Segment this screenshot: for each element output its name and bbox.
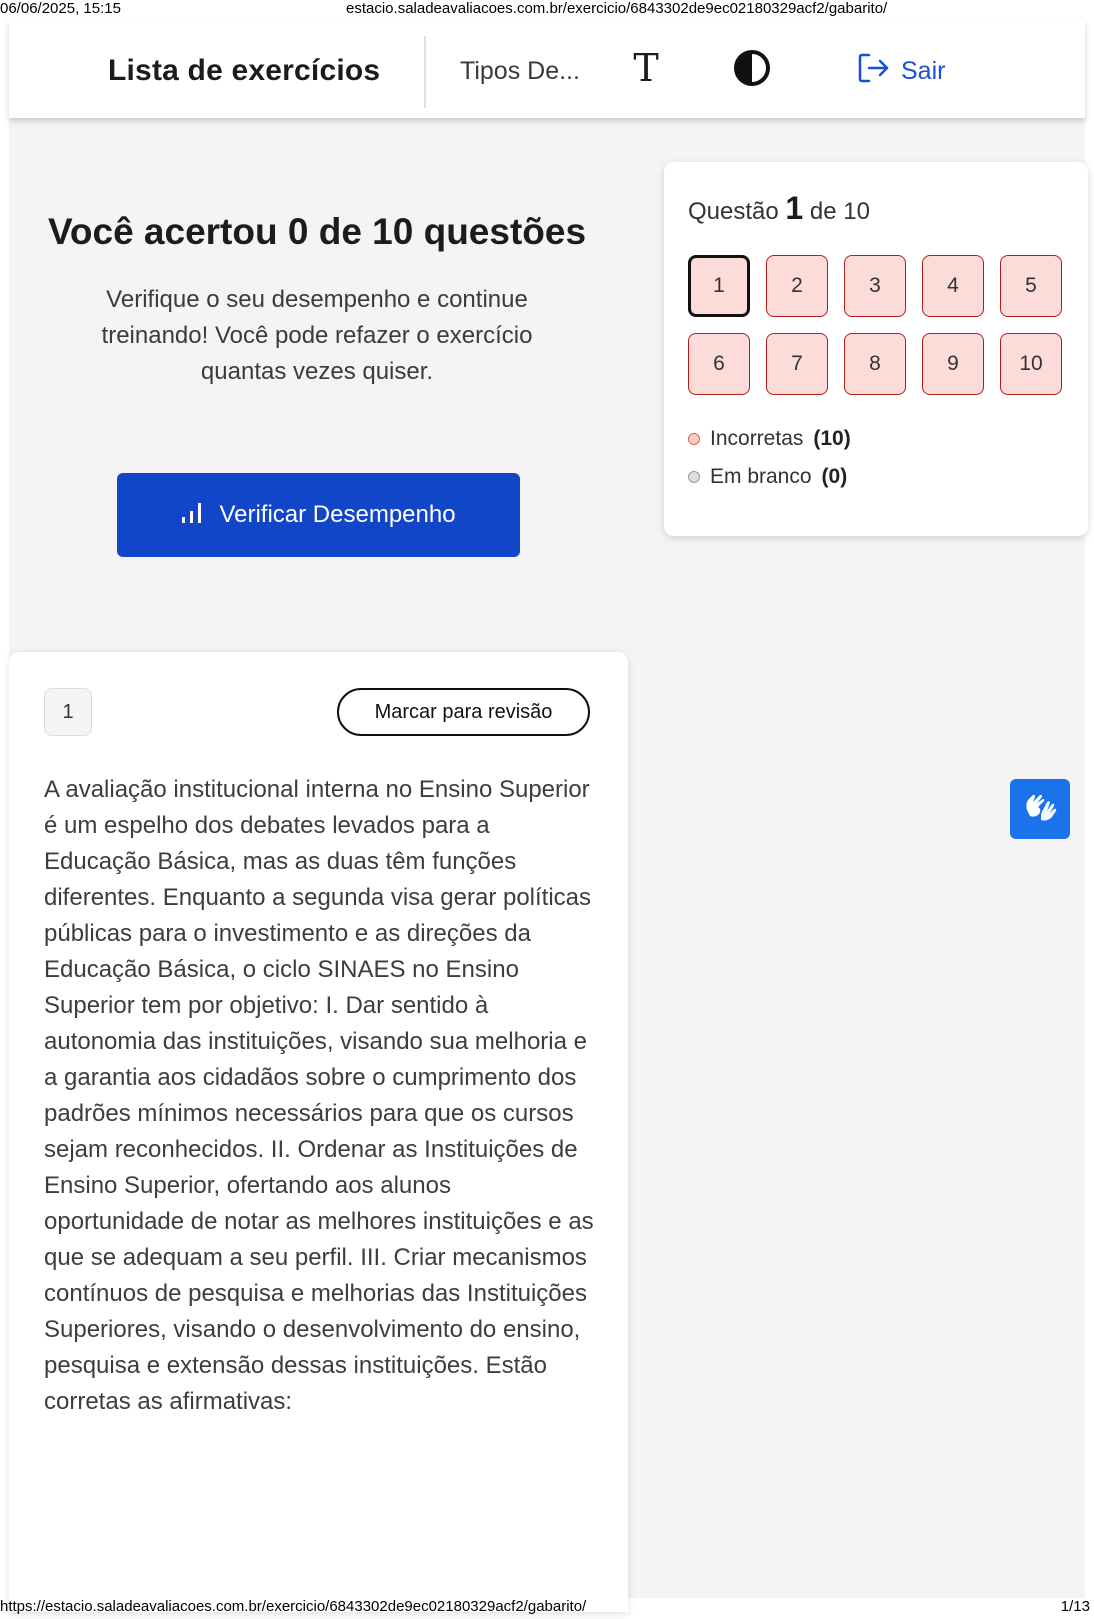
question-button[interactable]: 7 — [766, 333, 828, 395]
verify-performance-button[interactable] — [117, 473, 520, 557]
print-header-url: estacio.saladeavaliacoes.com.br/exercicio/6843302de9ec02180329acf2/gabarito/ — [346, 0, 888, 17]
legend-incorrect — [688, 420, 851, 458]
question-navigator — [664, 162, 1088, 536]
mark-for-review-button[interactable]: Marcar para revisão — [337, 688, 590, 736]
question-indicator — [688, 190, 870, 227]
verify-performance-label: Verificar Desempenho — [219, 501, 456, 528]
top-bar — [9, 20, 1085, 118]
legend-incorrect-count: (10) — [813, 427, 851, 450]
bar-chart-icon — [181, 500, 203, 531]
question-text: A avaliação institucional interna no Ensino Superior é um espelho dos debates levados para a Educação Básica, mas as duas têm funções diferentes. Enquanto a segunda visa gerar políticas públicas para o investimento e as direções da Educação Básica, o ciclo SINAES no Ensino Superior tem por objetivo: I. Dar sentido à autonomia das instituições, visando sua melhoria e a garantia aos cidadãos sobre o cumprimento dos padrões mínimos necessários para que os cursos sejam reconhecidos. II. Ordenar as Instituições de Ensino Superior, ofertando aos alunos oportunidade de notar as melhores instituições e as que se adequam a seu perfil. III. Criar mecanismos contínuos de pesquisa e melhorias das Instituições Superiores, visando o desenvolvimento do ensino, pesquisa e extensão dessas instituições. Estão corretas as afirmativas: — [44, 776, 594, 1415]
question-button[interactable]: 10 — [1000, 333, 1062, 395]
question-button[interactable]: 2 — [766, 255, 828, 317]
legend-blank-label: Em branco — [710, 465, 812, 488]
logout-label: Sair — [901, 56, 946, 85]
libras-hands-icon — [1021, 790, 1059, 829]
logout-icon — [857, 52, 891, 91]
page-title: Lista de exercícios — [108, 54, 381, 87]
header-divider — [424, 36, 426, 108]
result-title: Você acertou 0 de 10 questões — [47, 211, 587, 252]
print-page-number: 1/13 — [1060, 1598, 1090, 1615]
font-size-icon[interactable]: T — [633, 46, 659, 90]
legend-incorrect-label: Incorretas — [710, 427, 804, 450]
question-number-badge: 1 — [44, 688, 92, 736]
libras-button[interactable] — [1010, 779, 1070, 839]
question-button[interactable]: 1 — [688, 255, 750, 317]
status-legend — [688, 420, 851, 496]
question-button[interactable]: 3 — [844, 255, 906, 317]
legend-blank — [688, 458, 851, 496]
print-footer — [0, 1598, 1094, 1616]
legend-blank-count: (0) — [821, 465, 848, 488]
question-indicator-suffix: de 10 — [809, 198, 870, 225]
question-button[interactable]: 5 — [1000, 255, 1062, 317]
result-subtitle: Verifique o seu desempenho e continue treinando! Você pode refazer o exercício quantas vezes quiser. — [101, 286, 533, 385]
question-indicator-prefix: Questão — [688, 198, 779, 225]
result-summary — [9, 210, 625, 390]
logout-button[interactable] — [857, 52, 945, 90]
tipos-dropdown[interactable]: Tipos De... — [460, 57, 580, 85]
print-datetime: 06/06/2025, 15:15 — [0, 0, 121, 17]
print-footer-url: https://estacio.saladeavaliacoes.com.br/exercicio/6843302de9ec02180329acf2/gabarito/ — [0, 1598, 587, 1615]
question-button[interactable]: 4 — [922, 255, 984, 317]
question-indicator-current: 1 — [785, 190, 804, 226]
incorrect-dot-icon — [688, 433, 700, 445]
print-header — [0, 0, 1094, 18]
question-button[interactable]: 6 — [688, 333, 750, 395]
question-button[interactable]: 8 — [844, 333, 906, 395]
question-card — [9, 652, 628, 1612]
contrast-icon[interactable] — [733, 49, 771, 87]
blank-dot-icon — [688, 471, 700, 483]
question-button[interactable]: 9 — [922, 333, 984, 395]
question-grid — [688, 255, 1068, 395]
